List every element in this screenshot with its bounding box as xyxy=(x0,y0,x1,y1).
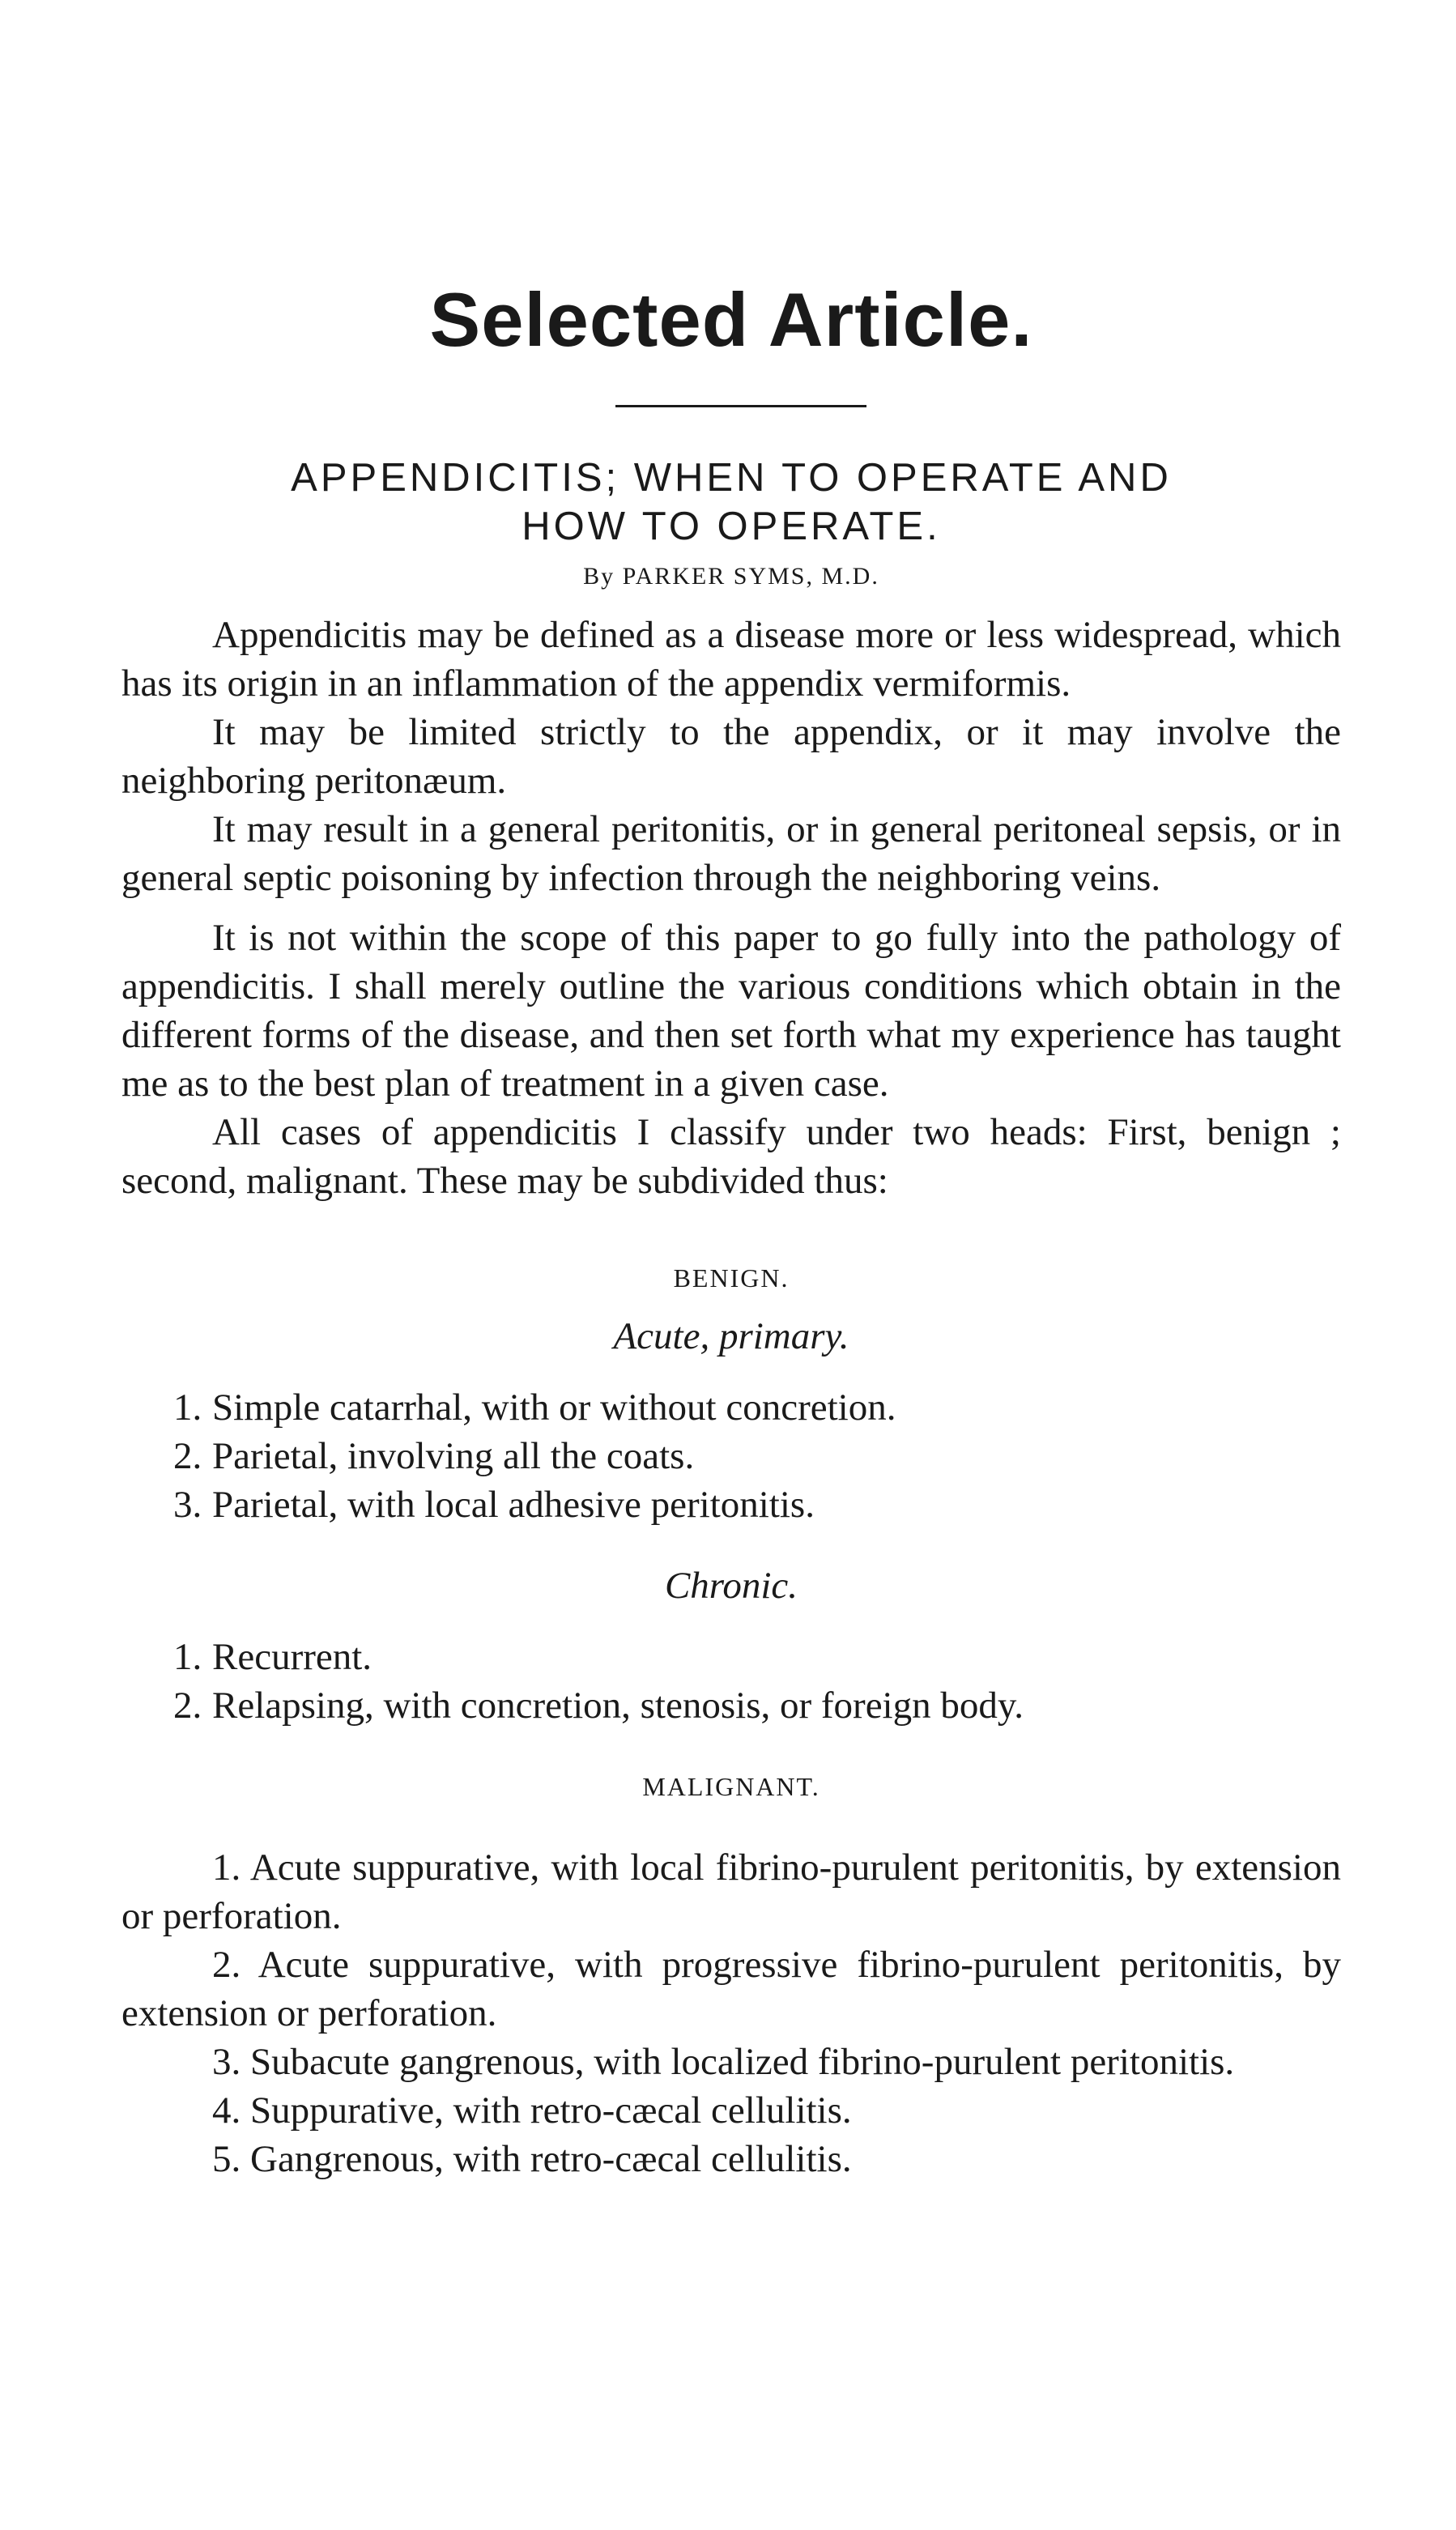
list-item-number: 2. xyxy=(173,1685,202,1727)
list-item-number: 3. xyxy=(212,2041,241,2083)
paragraph-4: It is not within the scope of this paper to go fully into the pathology of appendicitis. I shall merely outline the various conditions which obtain in the different forms of the disease, and then set forth what my experience has taught me as to the best plan of treatment in a given case. xyxy=(121,917,1341,1105)
list-item xyxy=(121,2135,1341,2183)
list-item-text: Subacute gangrenous, with localized fibrino-purulent peritonitis. xyxy=(250,2041,1235,2083)
list-item-text: Acute suppurative, with progressive fibrino-purulent peritonitis, by extension or perforation. xyxy=(121,1944,1341,2034)
list-item xyxy=(121,2038,1341,2086)
document-page xyxy=(121,0,1341,2530)
list-item-number: 1. xyxy=(173,1386,202,1429)
paragraph-5: All cases of appendicitis I classify under two heads: First, benign ; second, malignant. These may be subdivided thus: xyxy=(121,1111,1341,1202)
list-item-number: 1. xyxy=(173,1636,202,1678)
list-item xyxy=(121,1432,1341,1480)
malignant-heading: MALIGNANT. xyxy=(642,1772,820,1801)
list-item xyxy=(121,1843,1341,1940)
paragraph-2: It may be limited strictly to the appendix, or it may involve the neighboring peritonæum. xyxy=(121,711,1341,802)
list-item-text: Gangrenous, with retro-cæcal cellulitis. xyxy=(250,2138,852,2180)
article-title xyxy=(121,454,1341,551)
list-item-text: Simple catarrhal, with or without concretion. xyxy=(212,1386,896,1429)
list-item-number: 4. xyxy=(212,2089,241,2132)
paragraph-1: Appendicitis may be defined as a disease more or less widespread, which has its origin in an inflammation of the appendix vermiformis. xyxy=(121,614,1341,705)
article-title-line-1: APPENDICITIS; WHEN TO OPERATE AND xyxy=(291,456,1172,500)
author-byline: By PARKER SYMS, M.D. xyxy=(583,563,879,590)
chronic-heading: Chronic. xyxy=(664,1565,798,1607)
list-item xyxy=(121,1383,1341,1432)
list-item-text: Suppurative, with retro-cæcal cellulitis. xyxy=(250,2089,852,2132)
list-item xyxy=(121,2086,1341,2135)
list-item-text: Acute suppurative, with local fibrino-purulent peritonitis, by extension or perforation. xyxy=(121,1846,1341,1937)
list-item-number: 1. xyxy=(212,1846,241,1889)
list-item-number: 2. xyxy=(212,1944,241,1986)
list-item-number: 3. xyxy=(173,1484,202,1526)
list-item-text: Parietal, involving all the coats. xyxy=(212,1435,695,1477)
benign-heading: BENIGN. xyxy=(673,1263,790,1293)
malignant-list xyxy=(121,1843,1341,2183)
list-item xyxy=(121,1681,1341,1730)
list-item xyxy=(121,1480,1341,1529)
list-item-text: Recurrent. xyxy=(212,1636,373,1678)
list-item-text: Parietal, with local adhesive peritonitis. xyxy=(212,1484,815,1526)
acute-primary-heading: Acute, primary. xyxy=(613,1315,849,1357)
section-heading: Selected Article. xyxy=(429,277,1033,362)
list-item xyxy=(121,1940,1341,2038)
list-item-number: 2. xyxy=(173,1435,202,1477)
list-item-text: Relapsing, with concretion, stenosis, or foreign body. xyxy=(212,1685,1024,1727)
article-body xyxy=(121,611,1341,2183)
chronic-list xyxy=(121,1633,1341,1730)
list-item-number: 5. xyxy=(212,2138,241,2180)
list-item xyxy=(121,1633,1341,1681)
paragraph-3: It may result in a general peritonitis, or in general peritoneal sepsis, or in general septic poisoning by infection through the neighboring veins. xyxy=(121,808,1341,899)
heading-rule xyxy=(615,405,866,407)
article-title-line-2: HOW TO OPERATE. xyxy=(522,505,941,548)
acute-list xyxy=(121,1383,1341,1529)
